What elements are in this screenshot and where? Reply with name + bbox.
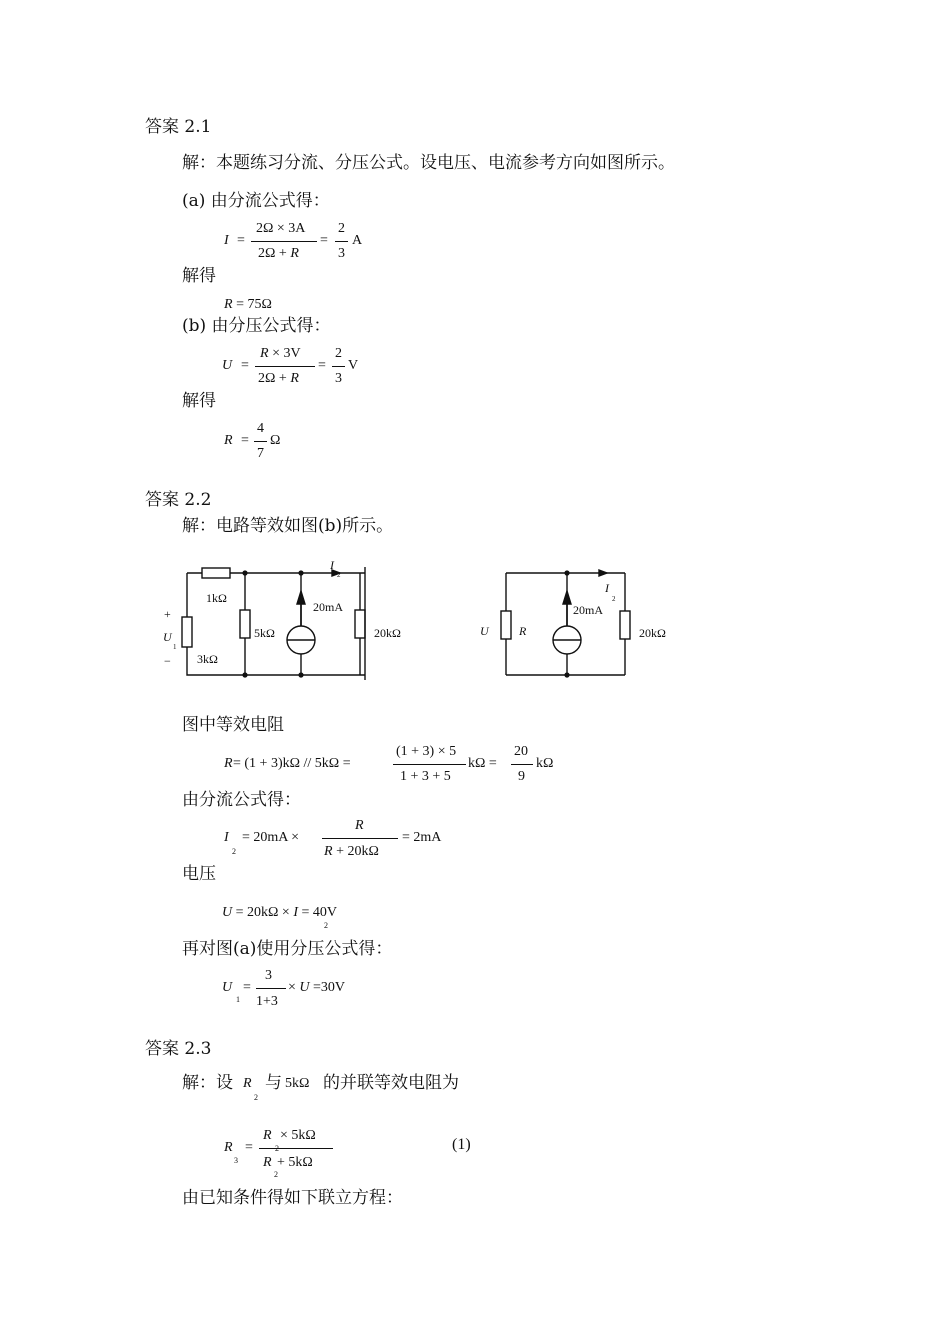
label-I2: I xyxy=(330,558,334,572)
intro-2-1: 解：本题练习分流、分压公式。设电压、电流参考方向如图所示。 xyxy=(182,153,675,173)
label-3k: 3kΩ xyxy=(197,652,218,666)
intro-2-2: 解：电路等效如图(b)所示。 xyxy=(182,516,394,536)
label-20k-b: 20kΩ xyxy=(639,626,666,640)
heading-2-3: 答案 2.3 xyxy=(145,1039,212,1059)
solve-label-1: 解得 xyxy=(182,266,216,286)
result-r-75: R = 75Ω xyxy=(224,297,272,312)
label-plus: + xyxy=(164,607,171,621)
svg-text:2: 2 xyxy=(337,571,341,579)
label-R: R xyxy=(519,624,527,638)
label-minus: − xyxy=(164,654,171,668)
label-20mA-b: 20mA xyxy=(573,603,603,617)
solve-label-2: 解得 xyxy=(182,391,216,411)
label-20k: 20kΩ xyxy=(374,626,401,640)
resistor-20k-b xyxy=(620,611,630,639)
equation-tag: (1) xyxy=(452,1136,471,1153)
heading-2-1: 答案 2.1 xyxy=(145,117,212,137)
req-label: 图中等效电阻 xyxy=(182,715,284,735)
svg-text:2: 2 xyxy=(612,595,616,603)
circuit-a xyxy=(160,555,420,695)
system-label: 由已知条件得如下联立方程： xyxy=(182,1188,403,1208)
voltage-divider-label: 再对图(a)使用分压公式得： xyxy=(182,939,393,959)
divider-label: 由分流公式得： xyxy=(182,790,301,810)
label-1k: 1kΩ xyxy=(206,591,227,605)
part-a-label: (a) 由分流公式得： xyxy=(182,191,330,211)
source-arrow-icon xyxy=(297,591,305,604)
resistor-3k xyxy=(182,617,192,647)
resistor-5k xyxy=(240,610,250,638)
label-U: U xyxy=(480,624,489,638)
svg-text:1: 1 xyxy=(173,643,177,651)
source-arrow-icon-b xyxy=(563,591,571,604)
resistor-R xyxy=(501,611,511,639)
heading-2-2: 答案 2.2 xyxy=(145,490,212,510)
label-5k: 5kΩ xyxy=(254,626,275,640)
label-I2-b: I xyxy=(605,581,609,595)
part-b-label: (b) 由分压公式得： xyxy=(182,316,331,336)
resistor-1k xyxy=(202,568,230,578)
label-20mA: 20mA xyxy=(313,600,343,614)
voltage-label: 电压 xyxy=(182,864,216,884)
current-arrow-icon-b xyxy=(599,570,607,576)
label-U1: U xyxy=(163,630,172,644)
circuit-b xyxy=(474,560,674,690)
resistor-20k xyxy=(355,610,365,638)
